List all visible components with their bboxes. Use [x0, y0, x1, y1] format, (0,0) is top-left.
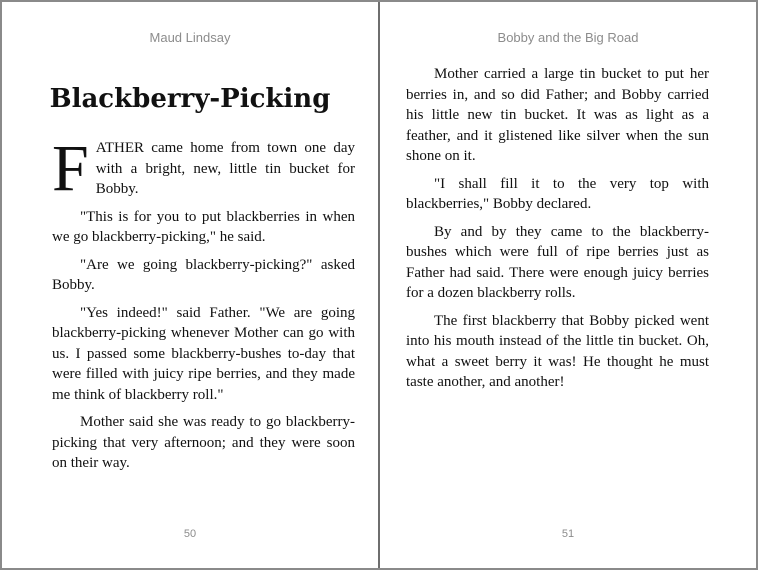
drop-cap: F — [52, 132, 89, 205]
opening-paragraph-text: ATHER came home from town one day with a bright, new, little tin bucket for Bobby. — [95, 140, 355, 197]
paragraph: Mother said she was ready to go blackberry-picking that very afternoon; and they were soon on their way. — [52, 414, 355, 471]
running-head-title: Bobby and the Big Road — [497, 30, 639, 45]
chapter-title: Blackberry-Picking — [49, 84, 331, 114]
opening-paragraph — [52, 132, 355, 205]
paragraph: "Are we going blackberry-picking?" asked Bobby. — [52, 256, 355, 293]
page-number-left: 50 — [183, 528, 197, 540]
paragraph: "I shall fill it to the very top with blackberries," Bobby declared. — [406, 175, 709, 212]
left-page-body — [52, 132, 355, 481]
running-head-author: Maud Lindsay — [149, 30, 231, 45]
paragraph: Mother carried a large tin bucket to put her berries in, and so did Father; and Bobby carried his little new tin bucket. It was as light as a feather, and it glistened like silver when the sun shone on it. — [406, 66, 709, 164]
left-page[interactable] — [2, 2, 378, 568]
page-number-right: 51 — [561, 528, 575, 540]
right-page-body — [406, 64, 709, 400]
paragraph: By and by they came to the blackberry-bushes which were full of ripe berries just as Father had said. There were enough juicy berries for a dozen blackberry rolls. — [406, 223, 709, 301]
paragraph: The first blackberry that Bobby picked went into his mouth instead of the little tin bucket. Oh, what a sweet berry it was! He thought he must taste another, and another! — [406, 312, 709, 390]
right-page[interactable] — [380, 2, 756, 568]
paragraph: "This is for you to put blackberries in when we go blackberry-picking," he said. — [52, 208, 355, 245]
paragraph: "Yes indeed!" said Father. "We are going blackberry-picking whenever Mother can go with us. I passed some blackberry-bushes to-day that were filled with juicy ripe berries, and they made me think of blackberry roll." — [52, 304, 355, 403]
